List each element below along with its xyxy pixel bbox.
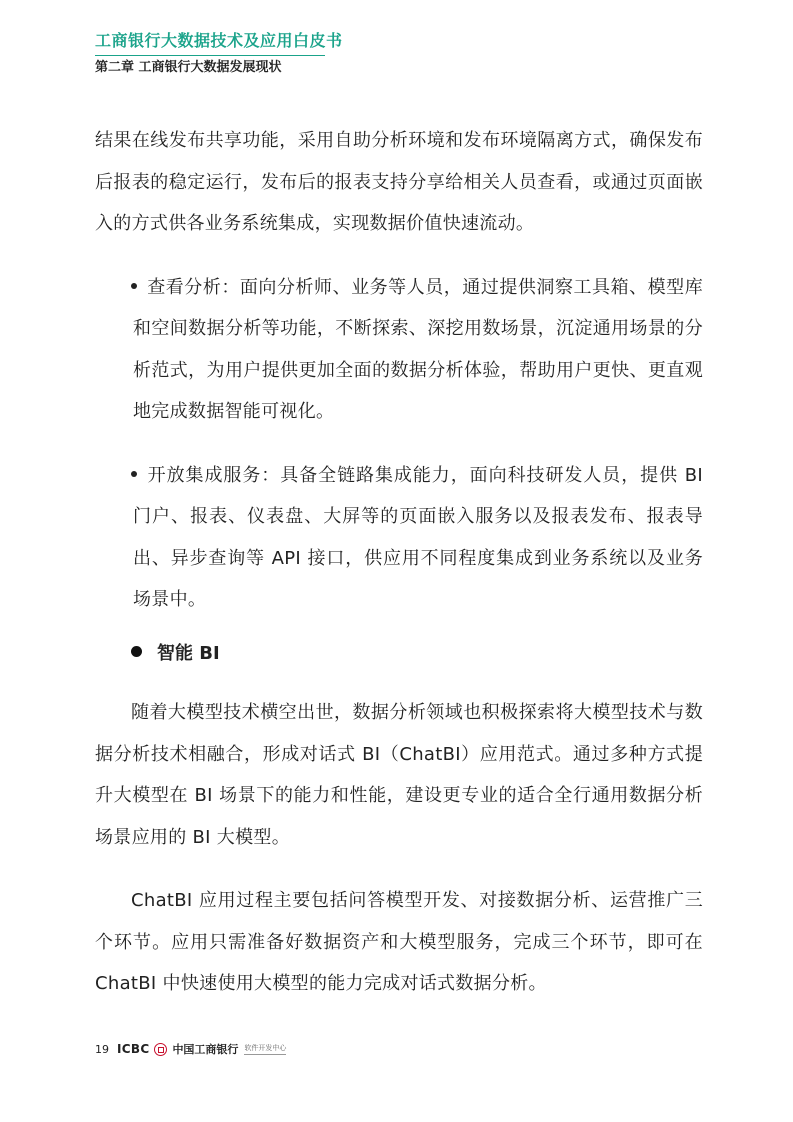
bullet-dot-icon bbox=[131, 283, 137, 289]
bullet-item-view-analysis bbox=[95, 267, 703, 433]
bullet-item-open-integration bbox=[95, 455, 703, 621]
bullet-text: 开放集成服务：具备全链路集成能力，面向科技研发人员，提供 BI 门户、报表、仪表盘、大屏等的页面嵌入服务以及报表发布、报表导出、异步查询等 API 接口，供应用不同程度集成到业务系统以及业务场景中。 bbox=[133, 464, 703, 610]
icbc-logo-icon bbox=[154, 1043, 167, 1056]
bank-name: 中国工商银行 bbox=[172, 1043, 239, 1056]
section-bullet-icon bbox=[131, 646, 142, 657]
bullet-dot-icon bbox=[131, 471, 137, 477]
paragraph-continuation: 结果在线发布共享功能，采用自助分析环境和发布环境隔离方式，确保发布后报表的稳定运行，发布后的报表支持分享给相关人员查看，或通过页面嵌入的方式供各业务系统集成，实现数据价值快速流动。 bbox=[95, 130, 703, 234]
bullet-text: 查看分析：面向分析师、业务等人员，通过提供洞察工具箱、模型库和空间数据分析等功能，不断探索、深挖用数场景，沉淀通用场景的分析范式，为用户提供更加全面的数据分析体验，帮助用户更快、更直观地完成数据智能可视化。 bbox=[133, 276, 703, 422]
paragraph-chatbi: ChatBI 应用过程主要包括问答模型开发、对接数据分析、运营推广三个环节。应用只需准备好数据资产和大模型服务，完成三个环节，即可在 ChatBI 中快速使用大模型的能力完成对话式数据分析。 bbox=[95, 890, 703, 994]
icbc-logo-text: ICBC bbox=[117, 1042, 150, 1056]
page-footer bbox=[95, 1041, 286, 1057]
paragraph-smart-bi: 随着大模型技术横空出世，数据分析领域也积极探索将大模型技术与数据分析技术相融合，形成对话式 BI（ChatBI）应用范式。通过多种方式提升大模型在 BI 场景下的能力和性能，建设更专业的适合全行通用数据分析场景应用的 BI 大模型。 bbox=[95, 702, 703, 848]
section-heading bbox=[95, 633, 703, 675]
page-body bbox=[95, 120, 703, 1005]
running-header bbox=[95, 28, 343, 56]
chapter-title: 第二章 工商银行大数据发展现状 bbox=[95, 60, 282, 75]
document-title: 工商银行大数据技术及应用白皮书 bbox=[95, 28, 325, 56]
center-name: 软件开发中心 bbox=[244, 1043, 286, 1055]
section-heading-text: 智能 BI bbox=[157, 642, 220, 664]
page-number: 19 bbox=[95, 1042, 109, 1056]
